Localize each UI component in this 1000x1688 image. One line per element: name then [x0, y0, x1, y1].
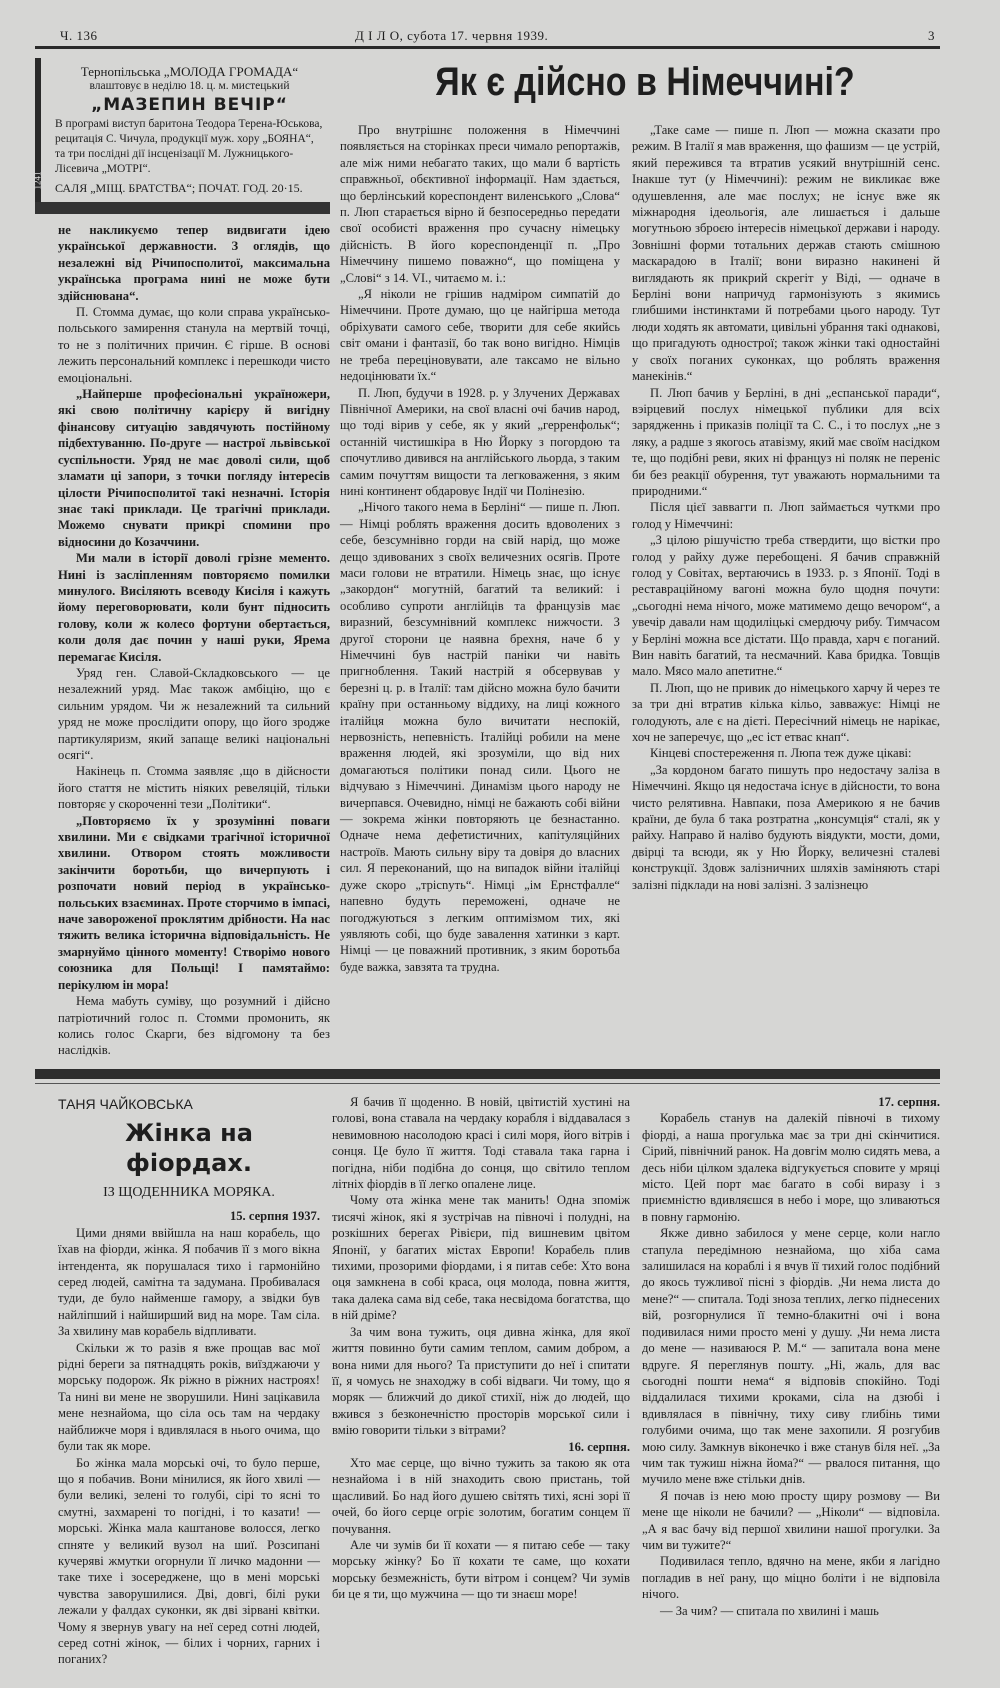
paragraph: Але чи зумів би її кохати — я питаю себе — таку морську жінку? Бо її кохати те саме, що кохати морську безмежність, бути вітром і сонцем? Чи зумів би це я ти, що мужчина — що ти знаєш море!	[332, 1537, 630, 1602]
paragraph: П. Люп, будучи в 1928. р. у Злучених Державах Північної Америки, на свої власні очі бачив народ, що тоді вірив у себе, як у який „герренфольк“; останній чистишкіра в Ню Йорку з погордою та спочутливо дивився на англійського льорда, з таким самим почуттям вищости та легковаження, з яким нині континент обдаровує Індії чи Полінезію.	[340, 385, 620, 498]
paragraph: П. Люп, що не привик до німецького харчу й через те за три дні втратив кілька кільо, завважує: Німці не голодують, але є на дієті. Пересічний німець не нарікає, хоч не заперечує, що „ес іст етвас кнап“.	[632, 680, 940, 745]
article2-column-1	[58, 1096, 320, 1668]
ad-code: 1241	[32, 171, 43, 190]
paragraph: Ми мали в історії доволі грізне мементо. Нині із засліпленням повторяємо помилки минулого. Висіляють всеводу Кисіля і кажуть йому переговорювати, коли бунт підносить голову, коли ж колесо фортуни обертається, коли доля дає почин у наші руки, Ярема перемагає Кисіля.	[58, 551, 330, 664]
article2-title: Жінка на фіордах.	[125, 1119, 253, 1178]
paragraph: Накінець п. Стомма заявляє ,що в дійсности його стаття не містить ніяких ревеляцій, тільки повторяє у скороченні тези „Політики“.	[58, 764, 330, 812]
ad-title: „МАЗЕПИН ВЕЧІР“	[91, 95, 288, 115]
article2-author: ТАНЯ ЧАЙКОВСЬКА	[58, 1096, 193, 1112]
paragraph: За чим вона тужить, оця дивна жінка, для якої життя повинно бути самим теплом, самим добром, а вона ними для нього? Та приступити до неї і спитати її, я чомусь не знаходжу в собі відваги. Чи тому, що я моряк — ближчий до дикої стихії, ніж до людей, що вжився з безконечністю просторів морської сили і вмію говорити тільки з вітрами?	[332, 1324, 630, 1438]
paragraph: П. Стомма думає, що коли справа українсько-польського замирення станула на мертвій точці, то не з політичних причин. Є гірше. В основі лежить персональний комплекс і перешкоди чисто емоціональні.	[58, 305, 330, 385]
dateline: 17. серпня.	[878, 1095, 940, 1109]
paragraph: Я почав із нею мою просту щиру розмову — Ви мене ще ніколи не бачили? — „Ніколи“ — відповіла. „А я вас бачу від першої хвилини нашої прогулки. За чим ви тужите?“	[642, 1488, 940, 1552]
paragraph: Скільки ж то разів я вже прощав вас мої рідні береги за пятнадцять років, виїзджаючи у морську подорож. Як ріжно в ріжних настроях! Та нині ви мене не зворушили. Нині зацікавила мене незнайома, що сіла ось там на чердаку найближче моря і вдивлялася в нього очима, що були так як море.	[58, 1340, 320, 1454]
ad-venue: САЛЯ „МІЩ. БРАТСТВА“; ПОЧАТ. ГОД. 20·15.	[55, 181, 303, 195]
ad-body: В програмі виступ баритона Теодора Терена-Юськова, рецитація С. Чичула, продукції муж. хору „БОЯНА“, та три послідні дії інсценізації М. Лужницького-Лісевича „МОТРІ“.	[55, 118, 323, 175]
page-number: 3	[928, 28, 935, 43]
article2-subtitle: ІЗ ЩОДЕННИКА МОРЯКА.	[103, 1185, 275, 1201]
article-headline: Як є дійсно в Німеччині?	[435, 60, 855, 104]
paragraph: „Таке саме — пише п. Люп — можна сказати про режим. В Італії я мав враження, що фашизм — це устрій, який пережився та втратив усякий внутрішній сенс. Інакше тут (у Німеччині): режим не викликає вже одушевлення, але має послух; не існує вже як міжнародня ідеольогія, але лишається і дальше могутньою зброєю інтересів німецької держави і народу. Зовнішні форми тотальних держав стають смішною маскарадою в Італії; вони виразно накинені й виглядають як прикрий скрегіт у Віді, — одначе в Берліні вони напричуд гармонізують з якимись глибшими інстинктами й потребами цього народу. Тут люди ходять як автомати, цивільні убрання такі однакові, що пригадують однострої; також жінки такі одностайні у своїх поганих суконках, що роблять враження манекінів.“	[632, 123, 940, 384]
header-rule	[35, 46, 940, 49]
ad-line1: Тернопільська „МОЛОДА ГРОМАДА“	[80, 64, 299, 79]
article1-column-1	[58, 222, 330, 1059]
paragraph: — За чим? — спитала по хвилині і машь	[660, 1603, 879, 1618]
advertisement	[32, 58, 330, 202]
paragraph: „Повторяємо їх у зрозумінні поваги хвилини. Ми є свідками трагічної історичної хвилини. Отвором стоять можливости закінчити боротьби, що вичерпують і розпочати новий період в українсько-польських взаєминах. Проте сторчимо в імпасі, наче завороженої проклятим дрібности. На нас тяжить велика історична відповідальність. Не змарнуймо цінного моменту! Створімо нового союзника для Польщі! І памятаймо: перікулюм ін мора!	[58, 813, 330, 992]
paragraph: Подивилася тепло, вдячно на мене, якби я лагідно погладив в неї рану, що міцно боліти і не відповіла нічого.	[642, 1554, 940, 1602]
dateline: 16. серпня.	[568, 1439, 630, 1454]
paragraph: „Нічого такого нема в Берліні“ — пише п. Люп. — Німці роблять враження досить вдоволених з себе, безсумнівно горди на свій нарід, що може дещо здивованих з своїх величезних осягів. Проте маси голови не втратили. Німець знає, що існує „закордон“ могутній, багатий та великий: і особливо супроти англійців та французів має виразний, безсумнівний комплекс нижчости. З другої сторони це наявна брехня, наче б у Німеччині був настрій паніки чи навіть пригноблення. Такий настрій я обсервував у березні ц. р. в Італії: там дійсно можна було бачити країну при останньому віддиху, на лиці кожного італійця можна було вичитати неспокій, нервозність, непевність. Італійці робили на мене враження людей, які зрозуміли, що від них домагаються політики понад сили. Цього не відчуваю з Німеччині. Динамізм цього народу не вичерпався. Очевидно, німці не бажають собі війни — зокрема жінки повторяють це безнастанно. Одначе нема дефетистичних, капітуляційних настроїв. Мають сильну віру та довіря до власних сил. Я переконаний, що на випадок війни італійці дуже скоро „трісnуть“. Німці „ім Ернстфалле“ напевно будуть переможені, одначе не погоджуються з легким оптимізмом тих, які уявляють собі, що буде завалення хатинки з карт. Німці — це поважний противник, з яким боротьба буде важка, завзята та трудна.	[340, 500, 620, 974]
masthead: Д І Л О, субота 17. червня 1939.	[355, 28, 549, 43]
paragraph: Кінцеві спостереження п. Люпа теж дуже цікаві:	[650, 746, 912, 761]
paragraph: Якже дивно забилося у мене серце, коли нагло стапула передімною незнайома, що хіба сама залишилася на кораблі і я вчув її тихий голос подібний до якось тужливої пісні з фіордів. „Чи нема листа до мене?“ — спитала. Тоді зноза теплих, легко піднесених вій, розгорнулися її темно-блакитні очі і вона подивилася ними просто мені у душу. „Чи нема листа до мене — називаюся Р. М.“ — запитала вона мене вдруге. Я переглянув пошту. „Ні, жаль, для вас сьогодні пошти нема“ я відповів спокійно. Тоді віддалилася тихими кроками, сіла на дзюбі і вдивлялася в північну, тиху сиву глибінь тими голубими очима, що так мене захопили. Я розгубив мою силу. Замкнув віконечко і вже станув біля неї. „За чим так тужиш ніжна йома?“ — рвалося питання, що мучило мене вже стільки днів.	[642, 1226, 940, 1487]
paragraph: Після цієї заввагги п. Люп займається чуткми про голод у Німеччині:	[632, 500, 940, 531]
paragraph: Нема мабуть суміву, що розумний і дійсно патріотичний голос п. Стомми промонить, як колись голос Скарги, без відгомону та без наслідків.	[58, 994, 330, 1058]
paragraph: Цими днями ввійшла на наш корабель, що їхав на фіорди, жінка. Я побачив її з мого вікна інтендента, як порушалася тихо і гармонійно серед людей, самітна та задумана. Пробивалася туди, де було найменше гамору, а звідки був найліпший і найширший вид на море. Там сіла. За хвилину мав корабель відпливати.	[58, 1225, 320, 1339]
article1-column-3	[632, 122, 940, 893]
paragraph: „З цілою рішучістю треба ствердити, що вістки про голод у райху дуже перебощені. Я бачив справжній голод у Совітах, вертаючись в 1933. р. з Японії. Тоді в реставраційному вагоні можна було щодня почути: „сьогодні нема нічого, може матимемо дещо вечором“, а увечір давали нам щодиліцькі смердючу рибу. Тимчасом у Берліні можна все дістати. Що правда, харч є поганий. Вин навіть багатий, та несмачний. Кава бридка. Товщів мало. Мясо мало апетитне.“	[632, 533, 940, 679]
paragraph: Бо жінка мала морські очі, то було перше, що я побачив. Вони мінилися, як його хвилі — були великі, зелені то голубі, сірі то ясні то смутні, захмарені то погідні, і то казати! — морські. Жінка мала каштанове волосся, легко спняте у великий вузол на шиї. Розсипані кучеряві жмутки огорнули її личко мадонни — таке тихе і зосереджене, що в мені морські чувства заворушилися. Дві, довгі, білі руки лежали у фалдах суконки, як дві зірвані квітки. Чому я звернув увагу на неї серед сотні людей, серед сотні жінок, — білих і чорних, гарних і поганих?	[58, 1455, 320, 1667]
section-divider-thin	[35, 1083, 940, 1084]
ad-bar	[35, 202, 330, 214]
paragraph: Корабель станув на далекій півночі в тихому фіорді, а наша прогулька має за три дні скінчитися. Сірий, північний ранок. На довгім молю сидять мева, а десь ніби цілком здалека відгукується сповите у мряці місто. Цей порт має багато в собі виразу і з приємністю вдивляєшся в небо і море, що зливаються в повну гармонію.	[642, 1111, 940, 1224]
paragraph: Я бачив її щоденно. В новій, цвітистій хустині на голові, вона ставала на чердаку корабля і віддавалася з невимовною насолодою красі і силі моря, його вітрів і сонця. Це було її життя. Тоді ставала така гарна і погідна, ніби подібна до сонця, що світило теплом літніх фіордів в її легко опалене лице.	[332, 1095, 630, 1192]
paragraph: не накликуємо тепер видвигати ідею української державности. З оглядів, що незалежні від Річипосполитої, максимальна українська програма нині не може бути здійснювана“.	[58, 223, 330, 303]
paragraph: „Я ніколи не грішив надміром симпатій до Німеччини. Проте думаю, що це найгірша метода обріхувати самого себе, творити для себе якийсь світ омани і фантазії, бо так воно вигідно. Німців не треба переціновувати, але таксамо не вільно недоцінювати їх.“	[340, 287, 620, 384]
issue-number: Ч. 136	[60, 28, 98, 43]
article2-column-2	[332, 1094, 630, 1603]
article2-column-3	[642, 1094, 940, 1619]
paragraph: Уряд ген. Славой-Складковського — це незалежний уряд. Має також амбіцію, що є сильним урядом. Чи ж незалежний та сильний уряд не може прослідити опору, що його зродже партикуляризм, який запаще великі національні осягі“.	[58, 665, 330, 762]
ad-line2: влаштовує в неділю 18. ц. м. мистецький	[89, 80, 290, 92]
paragraph: „За кордоном багато пишуть про недостачу заліза в Німеччині. Якщо ця недостача існує в дійсности, то вона чисто релятивна. Навпаки, поза Америкою я не бачив країни, де була б така розтратна „консумція“ сталі, як у райху. Направо й наліво будують віядукти, мости, доми, двірці та всюди, як у Ню Йорку, величезні сталеві конструкції. Здовж залізничних шляхів заміняють старі залізні підклади на нові залізні. З залізнецю	[632, 762, 940, 892]
paragraph: Чому ота жінка мене так манить! Одна зпоміж тисячі жінок, які я зустрічав на півночі і полудні, на розкішних берегах Рівієри, під вишневим цвітом Японії, у багатих містах Европи! Корабель плив тихими, прозорими фіордами, і я питав себе: Хто вона оця замкнена в собі краса, оця молода, повна життя, така далека сама від себе, така несвідома богатства, що в ній дріме?	[332, 1193, 630, 1323]
paragraph: Хто має серце, що вічно тужить за такою як ота незнайома і в ній знаходить свою пристань, той щасливий. Бо над його душею світять тихі, ясні зорі її очей, бо його серце огріє золотим, богатим сонцем її почування.	[332, 1455, 630, 1536]
article1-column-2	[340, 122, 620, 975]
paragraph: „Найперше професіональні україножери, які свою політичну карієру й вигідну фінансову ситуацію завдячують постійному підбехтуванню. По-друге — настрої львівської суспільности. Уряд не має доволі сили, щоб зламати ці запори, з точки погляду інтересів цілости Річипосполитої такі незначні. Історія знає такі приклади. Це трагічні приклади. Можемо снувати прикрі спомини про відносини до Козаччини.	[58, 387, 330, 549]
section-divider	[35, 1069, 940, 1079]
paragraph: П. Люп бачив у Берліні, в дні „еспанської паради“, вэірцевий послух німецької публики для всіх зарядженнь і приказів поліції та С. С., і то послух „не з ляку, а радше з якогось атавізму, який має своїм насідком те, що подібні реви, яких ні француз ні поляк не переніс би без реакції обурення, тут уважають нормальними та природними.“	[632, 385, 940, 498]
dateline: 15. серпня 1937.	[229, 1209, 320, 1224]
paragraph: Про внутрішнє положення в Німеччині появляється на сторінках преси чимало репортажів, але між ними небагато таких, що мали б вартість справжньої, обєктивної інформації. Нам здається, що берлінський кореспондент виленського „Слова“ п. Люп старається вірно й безпосередньо передати свої особисті враження про сучасну німецьку дійсність. В його кореспонденції п. „Про Німеччину пишемо поважно“, що поміщена у „Слові“ з 14. VI., читаємо м. і.:	[340, 123, 620, 285]
